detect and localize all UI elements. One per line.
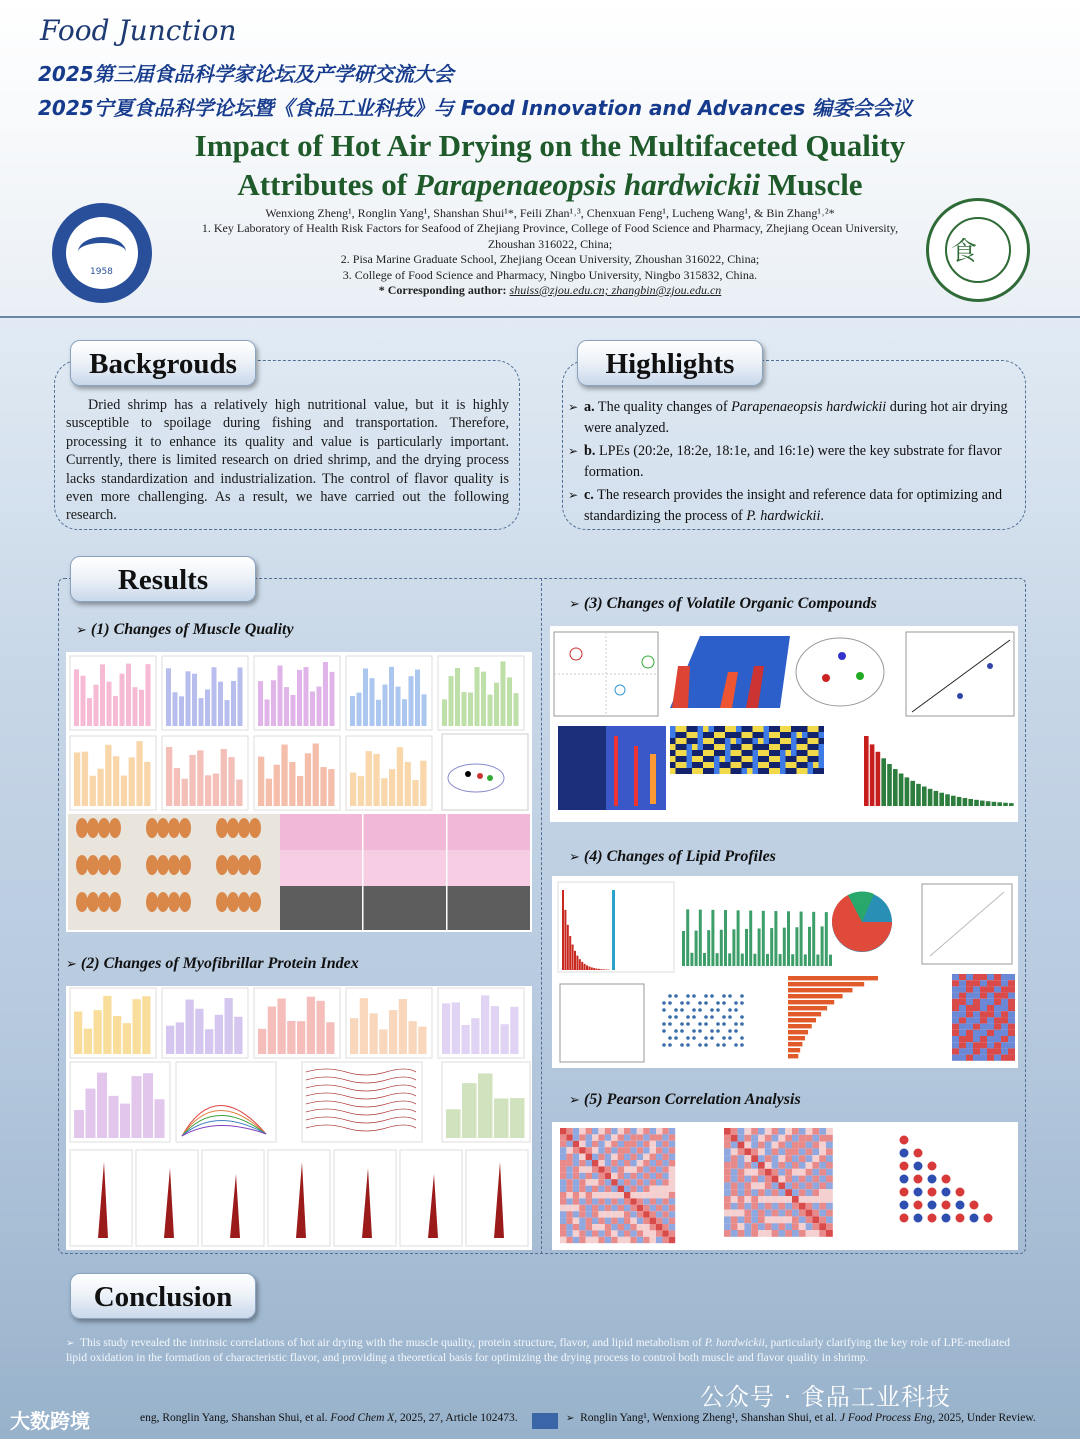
author-list: Wenxiong Zheng¹, Ronglin Yang¹, Shanshan Shui¹*, Feili Zhan¹˒³, Chenxuan Feng¹, Lucheng Wang¹, & Bin Zhang¹˒²* xyxy=(265,206,835,220)
fluorescence-spectra xyxy=(176,1062,530,1142)
myofibrillar-panels xyxy=(66,986,532,1250)
lipid-green-bars xyxy=(682,909,832,966)
red-peak-spectra xyxy=(70,1150,528,1246)
fingerprint-heatmap xyxy=(670,726,824,774)
highlights-heading: Highlights xyxy=(577,340,763,386)
conference-line-2: 2025宁夏食品科学论坛暨《食品工业科技》与 Food Innovation and Advances 编委会会议 xyxy=(38,96,913,120)
vip-bar-chart xyxy=(860,726,1014,810)
affiliation-2: 2. Pisa Marine Graduate School, Zhejiang Ocean University, Zhoushan 316022, China; xyxy=(340,252,760,267)
volatile-compounds-figure xyxy=(550,626,1018,822)
backgrounds-heading: Backgrouds xyxy=(70,340,256,386)
gc-ims-spectra xyxy=(558,726,666,810)
title-line-2: Attributes of Parapenaeopsis hardwickii Muscle xyxy=(237,167,863,202)
subsection-pearson-correlation: ➢ (5) Pearson Correlation Analysis xyxy=(569,1091,801,1108)
lipid-heatmap xyxy=(952,974,1015,1061)
lipid-dot-plot xyxy=(662,994,744,1047)
pearson-correlation-figure xyxy=(552,1122,1018,1250)
myofibrillar-protein-figure xyxy=(66,986,532,1250)
shrimp-photo-grid xyxy=(68,814,280,930)
corresponding-emails[interactable]: shuiss@zjou.edu.cn; zhangbin@zjou.edu.cn xyxy=(509,283,722,298)
highlights-list xyxy=(568,397,1018,529)
journal-cover-icon xyxy=(532,1413,558,1429)
watermark-left: 大数跨境 xyxy=(10,1409,90,1433)
results-heading: Results xyxy=(70,556,256,602)
conclusion-heading: Conclusion xyxy=(70,1273,256,1319)
brand-title: Food Junction xyxy=(40,14,237,47)
histology-panels xyxy=(280,814,530,930)
subsection-muscle-quality: ➢ (1) Changes of Muscle Quality xyxy=(76,621,294,638)
title-line-1: Impact of Hot Air Drying on the Multifaceted Quality xyxy=(194,128,906,163)
subsection-myofibrillar-protein: ➢ (2) Changes of Myofibrillar Protein Index xyxy=(66,955,359,972)
lipid-pie-chart xyxy=(832,892,892,952)
results-divider xyxy=(541,578,542,1254)
highlight-c: ➢ c. The research provides the insight and reference data for optimizing and standardizing the process of P. hardwickii. xyxy=(568,487,1003,524)
zhejiang-ocean-university-logo: 1958 xyxy=(52,203,152,303)
subsection-lipid-profiles: ➢ (4) Changes of Lipid Profiles xyxy=(569,848,776,865)
poster-title xyxy=(120,126,980,204)
conclusion-text: ➢ This study revealed the intrinsic correlations of hot air drying with the muscle quality, protein structure, flavor, and lipid metabolism of P. hardwickii, particularly clarifying the key role of LPE-mediated lipid oxidation in the formation of characteristic flavor, and providing a theoretical basis for optimizing the drying process to control both muscle and flavor quality in shrimp. xyxy=(66,1337,1011,1364)
lipid-class-bars xyxy=(558,882,674,972)
3d-gc-ims-surface xyxy=(670,636,790,708)
lipid-scatter-2 xyxy=(560,984,644,1062)
highlight-b: ➢ b. LPEs (20:2e, 18:2e, 18:1e, and 16:1e) were the key substrate for flavor formation. xyxy=(568,443,1002,480)
reference-1: eng, Ronglin Yang, Shanshan Shui, et al. Food Chem X, 2025, 27, Article 102473. xyxy=(140,1412,518,1424)
backgrounds-text: Dried shrimp has a relatively high nutritional value, but it is highly susceptible to spoilage during fishing and transportation. Therefore, processing it to enhance its quality and value is particularly important. Currently, there is limited research on dried shrimp, and the drying process lacks standardization and industrialization. The control of flavor quality is even more challenging. As a result, we have carried out the following research. xyxy=(66,397,509,524)
voc-panels xyxy=(550,626,1018,822)
affiliation-1: 1. Key Laboratory of Health Risk Factors for Seafood of Zhejiang Province, College of Food Science and Pharmacy, Zhejiang Ocean University, Zhoushan 316022, China; xyxy=(201,221,899,251)
affiliation-3: 3. College of Food Science and Pharmacy, Ningbo University, Ningbo 315832, China. xyxy=(342,267,758,282)
food-pharmacy-college-logo: 食 xyxy=(926,198,1030,302)
subsection-volatile-compounds: ➢ (3) Changes of Volatile Organic Compounds xyxy=(569,595,877,612)
conference-line-1: 2025第三届食品科学家论坛及产学研交流大会 xyxy=(38,62,454,86)
corresponding-author: * Corresponding author: shuiss@zjou.edu.cn; zhangbin@zjou.edu.cn xyxy=(378,283,722,298)
muscle-quality-figure xyxy=(66,652,532,932)
pearson-panels xyxy=(552,1122,1018,1250)
pca-scatter-small xyxy=(442,734,528,810)
lipid-profiles-figure xyxy=(552,876,1018,1068)
lipid-panels xyxy=(552,876,1018,1068)
author-block xyxy=(200,206,900,298)
watermark-wechat: 公众号 · 食品工业科技 xyxy=(700,1383,951,1411)
lipid-horizontal-bars xyxy=(788,976,878,1058)
muscle-quality-panels xyxy=(66,652,532,932)
highlight-a: ➢ a. The quality changes of Parapenaeopsis hardwickii during hot air drying were analyzed. xyxy=(568,399,1008,436)
reference-2: ➢ Ronglin Yang¹, Wenxiong Zheng¹, Shanshan Shui, et al. J Food Process Eng, 2025, Under Review. xyxy=(566,1412,1036,1424)
